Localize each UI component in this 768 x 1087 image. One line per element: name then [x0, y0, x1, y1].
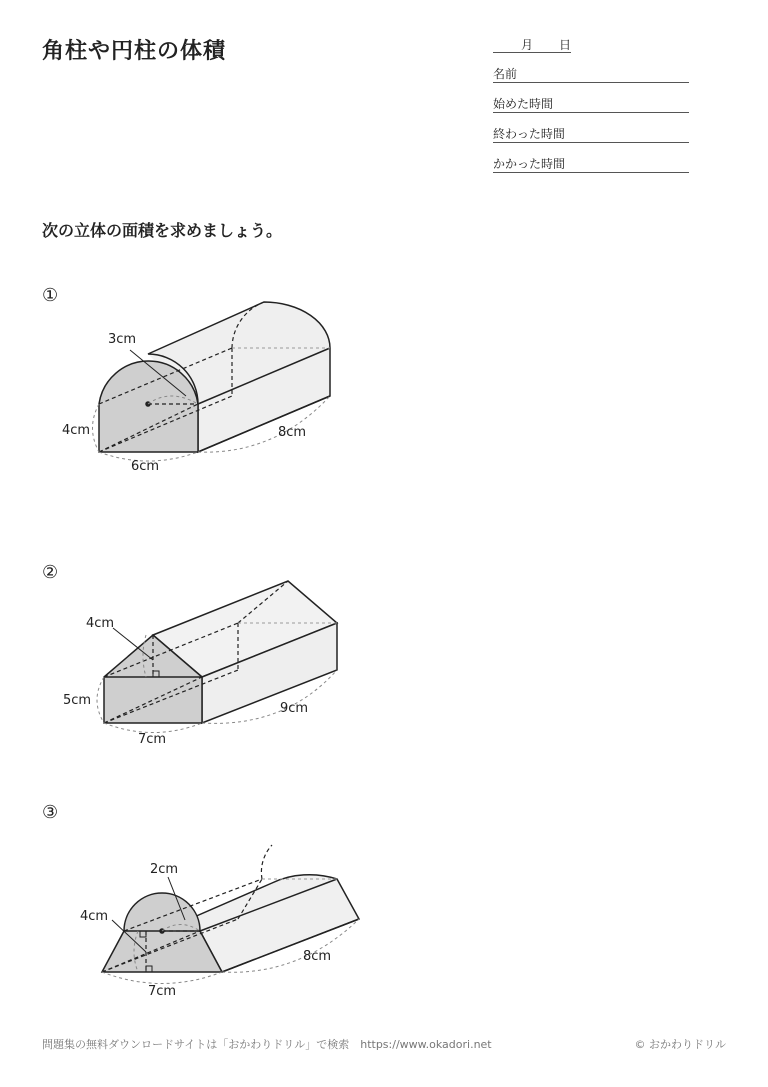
fig2-height-label: 5cm [63, 693, 92, 708]
fig1-length-label: 8cm [278, 425, 307, 440]
problem-number-3: ③ [42, 802, 59, 823]
fig1-width-label: 6cm [131, 459, 160, 474]
fig2-length-label: 9cm [280, 701, 309, 716]
fig3-width-label: 7cm [148, 984, 177, 999]
fig3-height-label: 4cm [80, 909, 109, 924]
fig2-roof-height-label: 4cm [86, 616, 115, 631]
page-title: 角柱や円柱の体積 [42, 39, 227, 64]
day-label: 日 [559, 38, 572, 52]
start-time-field: 始めた時間 [493, 97, 689, 113]
footer-site-text: 問題集の無料ダウンロードサイトは「おかわりドリル」で検索 https://www.okadori.net [42, 1038, 492, 1051]
fig1-radius-label: 3cm [108, 332, 137, 347]
fig3-length-label: 8cm [303, 949, 332, 964]
month-label: 月 [521, 38, 534, 52]
problem-number-2: ② [42, 562, 59, 583]
name-field: 名前 [493, 67, 689, 83]
end-time-field: 終わった時間 [493, 127, 689, 143]
footer-copyright: © おかわりドリル [634, 1038, 726, 1051]
elapsed-time-field: かかった時間 [493, 157, 689, 173]
fig2-width-label: 7cm [138, 732, 167, 747]
problem-number-1: ① [42, 285, 59, 306]
fig1-height-label: 4cm [62, 423, 91, 438]
instruction-text: 次の立体の面積を求めましょう。 [42, 221, 283, 240]
fig3-radius-label: 2cm [150, 862, 179, 877]
